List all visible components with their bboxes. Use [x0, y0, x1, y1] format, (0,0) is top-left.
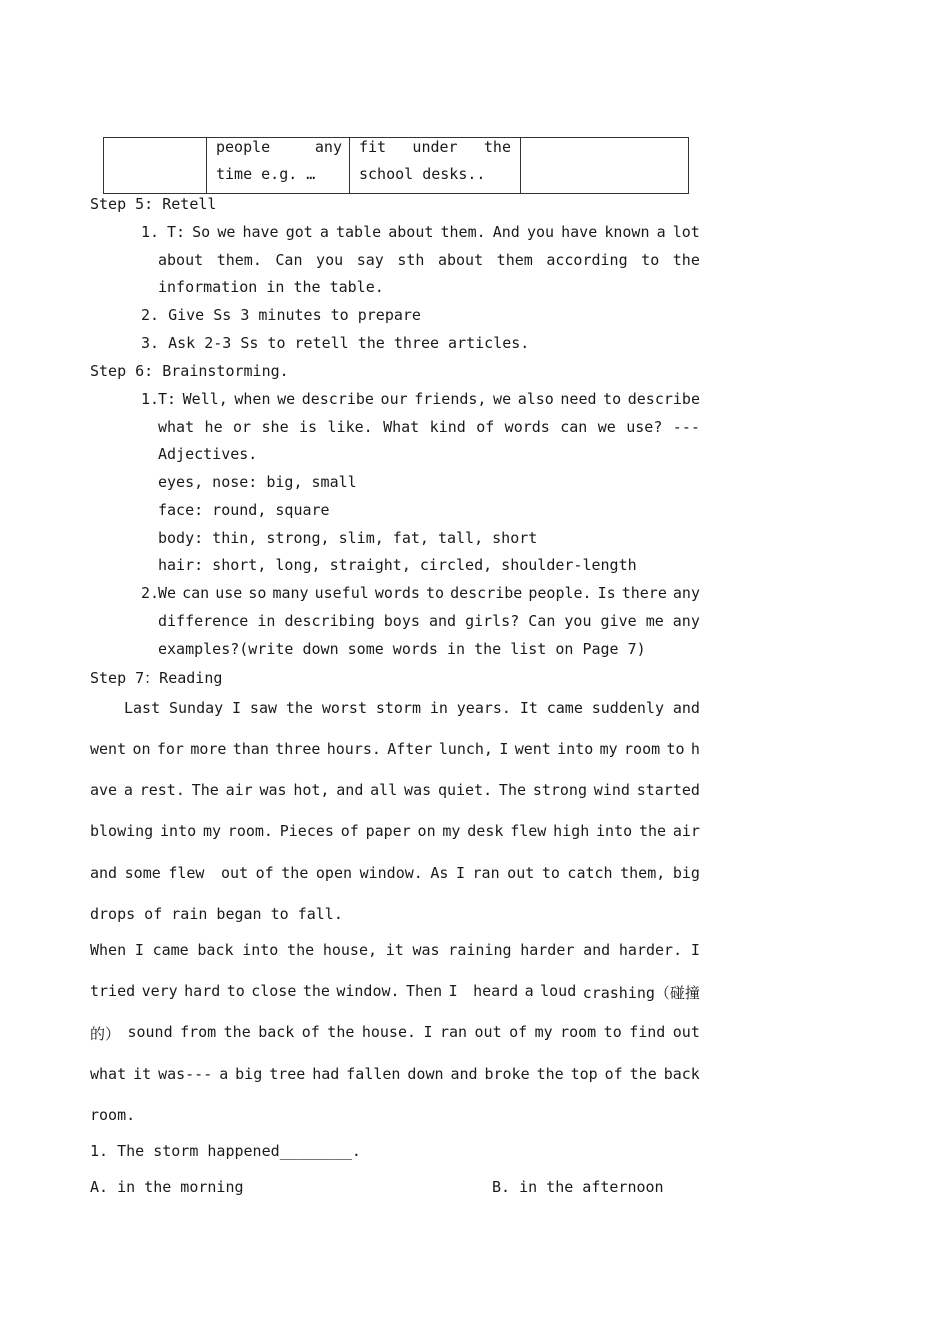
word: about [437, 251, 484, 269]
word: I [423, 1023, 433, 1041]
word: friends, [414, 390, 487, 408]
word: had [312, 1065, 340, 1083]
word: it [133, 1065, 152, 1083]
word: any [672, 612, 700, 630]
word: I [232, 699, 242, 717]
reading-line [90, 1065, 700, 1083]
word: sth [397, 251, 425, 269]
reading-line [90, 781, 700, 799]
word: I [499, 740, 509, 758]
word: big [235, 1065, 263, 1083]
word: use [215, 584, 243, 602]
list-number: 2. [141, 584, 160, 602]
word: my [534, 1023, 553, 1041]
word: them. [440, 223, 486, 241]
word: top [570, 1065, 598, 1083]
word: desk [467, 822, 504, 840]
word: paper [365, 822, 411, 840]
word: describe [627, 390, 700, 408]
reading-line: drops of rain began to fall. [90, 905, 343, 923]
word: the [483, 138, 511, 156]
word: the [638, 822, 667, 840]
word: table [336, 223, 382, 241]
word: find [629, 1023, 666, 1041]
word: Is [597, 584, 616, 602]
table-divider [206, 138, 207, 193]
paragraph-line: examples?(write down some words in the list on Page 7) [158, 640, 646, 658]
word: can [560, 418, 588, 436]
word: from [180, 1023, 217, 1041]
word: what [90, 1065, 127, 1083]
word: hours. [326, 740, 381, 758]
option-a: A. in the morning [90, 1178, 244, 1196]
word: you [316, 251, 344, 269]
list-item: 3. Ask 2-3 Ss to retell the three articles. [141, 334, 530, 352]
word: wind [593, 781, 630, 799]
word: storm [375, 699, 421, 717]
word: we [493, 390, 512, 408]
word: I [455, 864, 465, 882]
option-b: B. in the afternoon [492, 1178, 664, 1196]
word: known [604, 223, 650, 241]
word: raining [448, 941, 512, 959]
word: describe [450, 584, 523, 602]
word: some [124, 864, 161, 882]
adjective-line: body: thin, strong, slim, fat, tall, short [158, 529, 538, 547]
word: crashing（碰撞 [582, 984, 700, 1002]
word: open [315, 864, 353, 882]
paragraph-line: information in the table. [158, 278, 384, 296]
word: The [498, 781, 527, 799]
word: a [219, 1065, 229, 1083]
word: Can [275, 251, 303, 269]
word: It [519, 699, 538, 717]
word: about [158, 251, 204, 269]
word: of [604, 1065, 623, 1083]
word: window. [359, 864, 423, 882]
step7-heading: Step 7：Reading [90, 669, 223, 687]
word: ran [472, 864, 500, 882]
paragraph-line [158, 612, 700, 630]
word: T: [167, 223, 186, 241]
word: house. [361, 1023, 417, 1041]
word: words [504, 418, 550, 436]
word: there [621, 584, 667, 602]
table-cell-line [216, 138, 342, 156]
word: use? [626, 418, 663, 436]
word: high [553, 822, 590, 840]
word: to [226, 982, 245, 1000]
word: lunch, [438, 740, 493, 758]
word: harder. [618, 941, 683, 959]
list-number: 1. [141, 223, 160, 241]
reading-line [90, 982, 700, 1003]
word: what [158, 418, 195, 436]
word: and [90, 864, 118, 882]
word: blowing [90, 822, 154, 840]
word: harder [520, 941, 575, 959]
word: h [690, 740, 700, 758]
word: our [380, 390, 408, 408]
word: And [492, 223, 520, 241]
word: started [636, 781, 700, 799]
word: loud [540, 982, 577, 1000]
word: into [242, 941, 279, 959]
word: any [314, 138, 342, 156]
word: and [583, 941, 611, 959]
word: Pieces [279, 822, 334, 840]
word: also [517, 390, 554, 408]
word: into [160, 822, 197, 840]
word: to [541, 864, 560, 882]
word: we [217, 223, 236, 241]
word: to [426, 584, 445, 602]
paragraph-line [158, 251, 700, 269]
word: of [476, 418, 495, 436]
word: say [356, 251, 384, 269]
word: back [663, 1065, 700, 1083]
word: house, [322, 941, 378, 959]
word: to [603, 390, 622, 408]
step6-heading: Step 6: Brainstorming. [90, 362, 289, 380]
word: a [123, 781, 133, 799]
question-1: 1. The storm happened________. [90, 1142, 361, 1160]
word: heard [473, 982, 519, 1000]
word: was [404, 781, 432, 799]
word: came [546, 699, 583, 717]
word: Sunday [168, 699, 224, 717]
word: give [600, 612, 637, 630]
table-cell-line: time e.g. … [216, 165, 316, 183]
word: he [204, 418, 223, 436]
reading-line [124, 699, 700, 717]
paragraph-line [158, 584, 700, 602]
word: very [141, 982, 178, 1000]
word: about [388, 223, 434, 241]
word: So [192, 223, 211, 241]
word: than [232, 740, 269, 758]
word: room [560, 1023, 597, 1041]
word: so [248, 584, 267, 602]
word: or [233, 418, 252, 436]
word: lot [672, 223, 700, 241]
word: my [202, 822, 221, 840]
word: difference [158, 612, 249, 630]
word: them, [620, 864, 666, 882]
word: was [259, 781, 287, 799]
word: to [666, 740, 685, 758]
word: saw [249, 699, 278, 717]
word: flew [510, 822, 547, 840]
word: we [277, 390, 296, 408]
adjective-line: eyes, nose: big, small [158, 473, 357, 491]
word: and [428, 612, 457, 630]
word: came [152, 941, 189, 959]
paragraph-line [167, 223, 700, 241]
word: broke [484, 1065, 530, 1083]
word: I [690, 941, 700, 959]
word: What [383, 418, 420, 436]
word: have [242, 223, 279, 241]
word: useful [314, 584, 369, 602]
word: girls? [465, 612, 520, 630]
word: me [645, 612, 664, 630]
word: We [158, 584, 177, 602]
word: my [599, 740, 618, 758]
word: more [190, 740, 227, 758]
word: you [526, 223, 555, 241]
word: the [223, 1023, 251, 1041]
adjective-line: face: round, square [158, 501, 330, 519]
word: all [370, 781, 398, 799]
word: ran [439, 1023, 468, 1041]
word: of [509, 1023, 528, 1041]
word: them. [216, 251, 262, 269]
word: quiet. [437, 781, 493, 799]
list-item: 2. Give Ss 3 minutes to prepare [141, 306, 421, 324]
word: Then [406, 982, 443, 1000]
table-cell-line [359, 138, 511, 156]
word: of [255, 864, 274, 882]
word: into [596, 822, 633, 840]
word: and [336, 781, 364, 799]
word: the [285, 699, 313, 717]
table-divider [520, 138, 521, 193]
word: a [319, 223, 329, 241]
word: in [257, 612, 276, 630]
word: people [216, 138, 271, 156]
word: flew [168, 864, 214, 882]
word: we [597, 418, 616, 436]
word: 的） [90, 1025, 121, 1043]
word: fit [359, 138, 387, 156]
reading-line [90, 864, 700, 882]
word: to [641, 251, 660, 269]
paragraph-line [158, 390, 700, 408]
word: and [450, 1065, 478, 1083]
word: room [624, 740, 661, 758]
word: need [560, 390, 597, 408]
word: was [412, 941, 440, 959]
word: sound [127, 1023, 173, 1041]
word: the [287, 941, 315, 959]
word: hard [184, 982, 221, 1000]
word: tree [269, 1065, 306, 1083]
word: describing [284, 612, 375, 630]
list-number: 1. [141, 390, 160, 408]
word: strong [532, 781, 587, 799]
word: have [561, 223, 598, 241]
word: After [387, 740, 433, 758]
reading-line [90, 1023, 700, 1044]
word: As [430, 864, 449, 882]
word: ave [90, 781, 118, 799]
word: went [90, 740, 127, 758]
reading-line: room. [90, 1106, 136, 1124]
word: air [672, 822, 700, 840]
word: a [656, 223, 666, 241]
word: years. [456, 699, 511, 717]
word: catch [567, 864, 613, 882]
word: big [672, 864, 700, 882]
word: can [182, 584, 210, 602]
word: Can [528, 612, 556, 630]
paragraph-line: Adjectives. [158, 445, 258, 463]
word: of [340, 822, 359, 840]
word: hot, [293, 781, 330, 799]
word: --- [672, 418, 700, 436]
word: you [564, 612, 592, 630]
word: Last [124, 699, 161, 717]
reading-line [90, 822, 700, 840]
word: got [285, 223, 313, 241]
word: them [496, 251, 533, 269]
word: T: [158, 390, 177, 408]
word: three [275, 740, 321, 758]
word: down [407, 1065, 444, 1083]
word: back [197, 941, 234, 959]
word: into [557, 740, 594, 758]
step5-heading: Step 5: Retell [90, 195, 217, 213]
word: kind [429, 418, 466, 436]
word: a [524, 982, 534, 1000]
word: the [302, 982, 330, 1000]
word: under [412, 138, 458, 156]
word: words [374, 584, 420, 602]
paragraph-line [158, 418, 700, 436]
word: tried [90, 982, 136, 1000]
word: boys [383, 612, 420, 630]
word: the [672, 251, 700, 269]
word: room. [227, 822, 273, 840]
word: when [234, 390, 271, 408]
word: according [546, 251, 628, 269]
word: the [536, 1065, 564, 1083]
adjective-line: hair: short, long, straight, circled, shoulder-length [158, 556, 637, 574]
word: worst [321, 699, 367, 717]
word: The [191, 781, 219, 799]
word: like. [327, 418, 373, 436]
word: on [417, 822, 436, 840]
word: on [132, 740, 151, 758]
word: I [448, 982, 467, 1000]
table-divider [349, 138, 350, 193]
word: was--- [158, 1065, 213, 1083]
word: the [281, 864, 309, 882]
word: Well, [182, 390, 228, 408]
table-cell-line: school desks.. [359, 165, 486, 183]
word: of [301, 1023, 320, 1041]
word: out [221, 864, 249, 882]
word: I [134, 941, 144, 959]
word: out [672, 1023, 700, 1041]
word: the [327, 1023, 355, 1041]
word: went [514, 740, 551, 758]
word: and [672, 699, 700, 717]
reading-line [90, 941, 700, 959]
word: my [442, 822, 461, 840]
word: out [507, 864, 535, 882]
word: window. [336, 982, 400, 1000]
word: fallen [346, 1065, 401, 1083]
word: people. [528, 584, 592, 602]
word: out [474, 1023, 502, 1041]
word: the [629, 1065, 657, 1083]
word: rest. [139, 781, 185, 799]
word: is [299, 418, 318, 436]
word: in [429, 699, 448, 717]
word: she [261, 418, 289, 436]
word: any [672, 584, 700, 602]
word: to [603, 1023, 622, 1041]
word: back [258, 1023, 295, 1041]
word: suddenly [591, 699, 664, 717]
word: for [156, 740, 184, 758]
word: When [90, 941, 127, 959]
word: describe [301, 390, 374, 408]
word: many [272, 584, 309, 602]
word: it [385, 941, 404, 959]
reading-line [90, 740, 700, 758]
word: close [251, 982, 297, 1000]
word: air [225, 781, 253, 799]
